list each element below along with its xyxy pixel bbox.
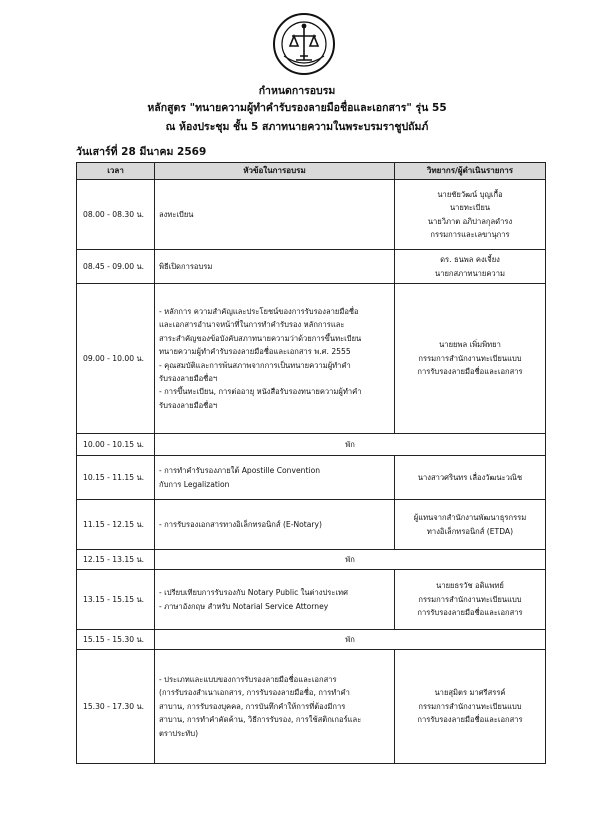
speaker-line: กรรมการสำนักงานทะเบียนแบบ <box>418 701 522 711</box>
speaker-line: ดร. ธนพล คงเจี้ยง <box>440 255 500 265</box>
topic-line: - เปรียบเทียบการรับรองกับ Notary Public ในต่างประเทศ <box>159 588 348 598</box>
session-time: 10.15 - 11.15 น. <box>77 456 155 500</box>
break-label: พัก <box>155 434 546 456</box>
break-label: พัก <box>155 550 546 570</box>
topic-line: (การรับรองสำเนาเอกสาร, การรับรองลายมือชื่อ, การทำคำ <box>159 688 350 698</box>
session-time: 12.15 - 13.15 น. <box>77 550 155 570</box>
speaker-line: นายกสภาทนายความ <box>435 268 505 278</box>
topic-line: และเอกสารอำนาจหน้าที่ในการทำคำรับรอง หลักการและ <box>159 320 345 330</box>
topic-line: รับรองลายมือชื่อฯ <box>159 373 218 383</box>
session-speaker <box>395 456 546 500</box>
session-speaker <box>395 500 546 550</box>
topic-line: - คุณสมบัติและการพ้นสภาพจากการเป็นทนายความผู้ทำคำ <box>159 360 351 370</box>
session-topic <box>155 650 395 764</box>
topic-line: - หลักการ ความสำคัญและประโยชน์ของการรับรองลายมือชื่อ <box>159 306 359 316</box>
break-row <box>77 630 546 650</box>
session-speaker <box>395 570 546 630</box>
session-time: 08.00 - 08.30 น. <box>77 180 155 250</box>
topic-line: - การรับรองเอกสารทางอิเล็กทรอนิกส์ (E-Notary) <box>159 519 322 529</box>
session-time: 15.15 - 15.30 น. <box>77 630 155 650</box>
topic-line: - การทำคำรับรองภายใต้ Apostille Convention <box>159 466 321 476</box>
topic-line: ทนายความผู้ทำคำรับรองลายมือชื่อและเอกสาร พ.ศ. 2555 <box>159 347 351 357</box>
session-time: 13.15 - 15.15 น. <box>77 570 155 630</box>
session-time: 09.00 - 10.00 น. <box>77 284 155 434</box>
session-speaker <box>395 284 546 434</box>
speaker-line: นายวิภาต อภิปาลกุลดำรง <box>427 216 513 226</box>
course-title: หลักสูตร "ทนายความผู้ทำคำรับรองลายมือชื่อและเอกสาร" รุ่น 55 <box>147 102 447 114</box>
topic-line: - การขึ้นทะเบียน, การต่ออายุ หนังสือรับรองทนายความผู้ทำคำ <box>159 387 362 397</box>
session-speaker <box>395 250 546 284</box>
break-row <box>77 550 546 570</box>
session-time: 11.15 - 12.15 น. <box>77 500 155 550</box>
topic-line: สาบาน, การรับรองบุคคล, การบันทึกคำให้การที่ต้องมีการ <box>159 701 346 711</box>
speaker-line: ผู้แทนจากสำนักงานพัฒนาธุรกรรม <box>413 513 527 523</box>
schedule-table <box>76 162 546 764</box>
topic-line: ลงทะเบียน <box>159 209 194 219</box>
table-row <box>77 180 546 250</box>
column-header-time: เวลา <box>77 163 155 180</box>
topic-line: สาบาน, การทำคำคัดค้าน, วิธีการรับรอง, การใช้สติกเกอร์และ <box>159 715 362 725</box>
column-header-topic: หัวข้อในการอบรม <box>155 163 395 180</box>
speaker-line: นายทะเบียน <box>449 203 491 213</box>
topic-line: สาระสำคัญของข้อบังคับสภาทนายความว่าด้วยการขึ้นทะเบียน <box>159 333 362 343</box>
speaker-line: นางสาวศรินทร เลื่องวัฒนะวณิช <box>417 472 523 482</box>
session-time: 15.30 - 17.30 น. <box>77 650 155 764</box>
speaker-line: การรับรองลายมือชื่อและเอกสาร <box>417 608 523 618</box>
session-topic <box>155 180 395 250</box>
speaker-line: กรรมการและเลขานุการ <box>430 229 510 239</box>
session-topic <box>155 500 395 550</box>
topic-line: พิธีเปิดการอบรม <box>159 261 213 271</box>
table-row <box>77 570 546 630</box>
venue: ณ ห้องประชุม ชั้น 5 สภาทนายความในพระบรมราชูปถัมภ์ <box>165 121 429 133</box>
speaker-line: การรับรองลายมือชื่อและเอกสาร <box>417 715 523 725</box>
speaker-line: การรับรองลายมือชื่อและเอกสาร <box>417 367 523 377</box>
session-topic <box>155 250 395 284</box>
speaker-line: กรรมการสำนักงานทะเบียนแบบ <box>418 353 522 363</box>
column-header-speaker: วิทยากร/ผู้ดำเนินรายการ <box>395 163 546 180</box>
table-row <box>77 250 546 284</box>
break-label: พัก <box>155 630 546 650</box>
speaker-line: กรรมการสำนักงานทะเบียนแบบ <box>418 594 522 604</box>
session-time: 08.45 - 09.00 น. <box>77 250 155 284</box>
topic-line: - ประเภทและแบบของการรับรองลายมือชื่อและเอกสาร <box>159 674 337 684</box>
session-speaker <box>395 180 546 250</box>
table-header-row <box>77 163 546 180</box>
table-row <box>77 500 546 550</box>
lawyers-council-seal-icon <box>272 12 336 76</box>
speaker-line: นายยพล เพิ่มพิทยา <box>439 340 501 350</box>
session-speaker <box>395 650 546 764</box>
topic-line: รับรองลายมือชื่อฯ <box>159 400 218 410</box>
table-row <box>77 284 546 434</box>
topic-line: กับการ Legalization <box>159 479 230 489</box>
session-topic <box>155 570 395 630</box>
speaker-line: นายชัยวัฒน์ บุญเกื้อ <box>437 189 503 199</box>
table-row <box>77 456 546 500</box>
schedule-date: วันเสาร์ที่ 28 มีนาคม 2569 <box>76 146 207 158</box>
session-topic <box>155 284 395 434</box>
break-row <box>77 434 546 456</box>
topic-line: - ภาษาอังกฤษ สำหรับ Notarial Service Attorney <box>159 601 329 611</box>
header-title: กำหนดการอบรม <box>258 85 336 97</box>
speaker-line: นายยธรวัช อดิแพทย์ <box>436 581 504 591</box>
table-row <box>77 650 546 764</box>
session-topic <box>155 456 395 500</box>
speaker-line: ทางอิเล็กทรอนิกส์ (ETDA) <box>426 526 514 536</box>
session-time: 10.00 - 10.15 น. <box>77 434 155 456</box>
speaker-line: นายสุมิตร มาศรีสรรค์ <box>434 688 506 698</box>
topic-line: ตราประทับ) <box>159 728 199 738</box>
